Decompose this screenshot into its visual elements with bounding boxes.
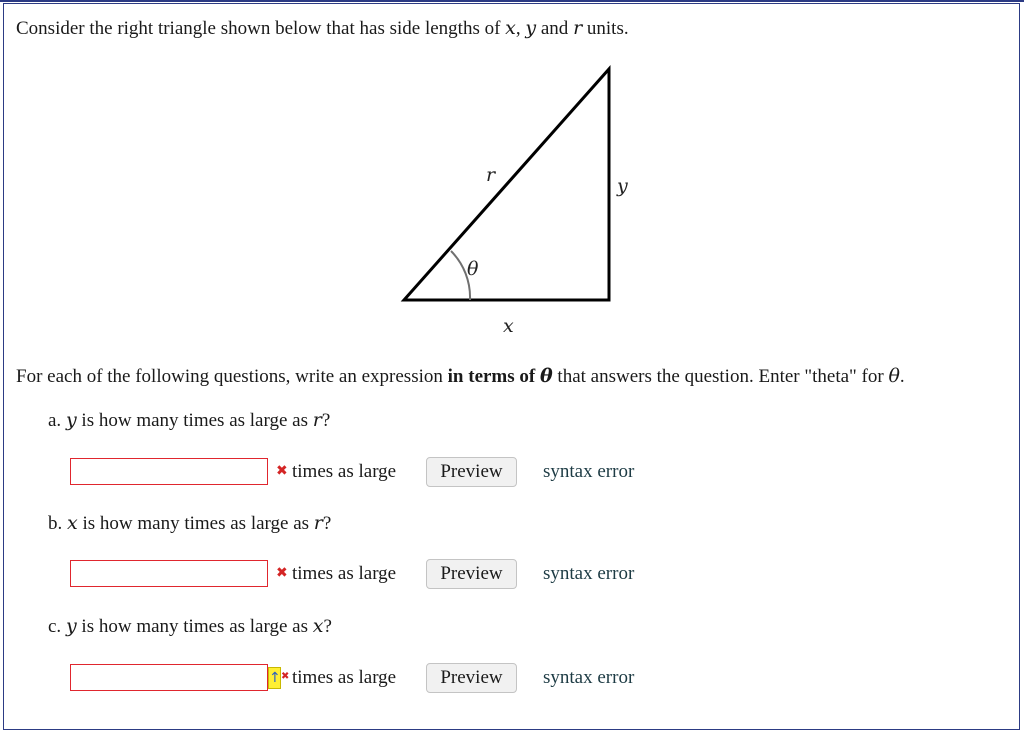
answer-input-c[interactable]	[70, 664, 268, 691]
status-a: syntax error	[543, 461, 635, 482]
intro-sep: ,	[515, 18, 526, 39]
instructions-bold-theta: θ	[539, 365, 553, 387]
answer-input-b[interactable]	[70, 560, 268, 587]
error-x-icon: ✖	[276, 463, 288, 479]
label-y: y	[617, 175, 628, 197]
question-end: ?	[322, 513, 332, 534]
question-c	[48, 614, 332, 639]
label-r: r	[486, 164, 496, 186]
instructions	[16, 364, 905, 389]
triangle-figure	[0, 0, 1024, 360]
instructions-text: For each of the following questions, write an expression	[16, 366, 448, 387]
label-theta: θ	[467, 258, 479, 280]
question-text: is how many times as large as	[76, 616, 313, 637]
instructions-theta: θ	[888, 365, 900, 387]
question-var: y	[65, 409, 77, 431]
preview-button-c[interactable]: Preview	[426, 663, 517, 693]
intro-sep: and	[536, 18, 574, 39]
unit-label-a: times as large	[292, 461, 397, 482]
question-a	[48, 408, 330, 433]
intro-var-x: x	[505, 17, 516, 39]
unit-label-b: times as large	[292, 563, 397, 584]
question-var: y	[65, 615, 77, 637]
question-var: r	[313, 512, 323, 534]
question-label: b.	[48, 513, 67, 534]
intro-var-r: r	[573, 17, 583, 39]
question-var: x	[67, 512, 78, 534]
instructions-text-mid: that answers the question. Enter "theta" for	[552, 366, 889, 387]
warning-arrow-icon: ↑	[268, 667, 281, 689]
question-var: x	[312, 615, 324, 637]
triangle-shape	[404, 69, 609, 300]
question-text: is how many times as large as	[77, 513, 314, 534]
intro-text-end: units.	[582, 18, 629, 39]
question-var: r	[312, 409, 322, 431]
intro-text: Consider the right triangle shown below that has side lengths of	[16, 18, 506, 39]
question-label: a.	[48, 410, 66, 431]
preview-button-a[interactable]: Preview	[426, 457, 517, 487]
label-x: x	[503, 315, 514, 337]
unit-label-c: times as large	[292, 667, 397, 688]
status-c: syntax error	[543, 667, 635, 688]
answer-input-a[interactable]	[70, 458, 268, 485]
instructions-end: .	[899, 366, 905, 387]
intro-var-y: y	[525, 17, 537, 39]
instructions-bold: in terms of	[447, 366, 540, 387]
status-b: syntax error	[543, 563, 635, 584]
preview-button-b[interactable]: Preview	[426, 559, 517, 589]
question-text: is how many times as large as	[76, 410, 313, 431]
error-x-icon: ✖	[281, 671, 290, 682]
question-end: ?	[321, 410, 331, 431]
question-end: ?	[323, 616, 332, 637]
question-b	[48, 511, 331, 536]
error-x-icon: ✖	[276, 565, 288, 581]
question-label: c.	[48, 616, 66, 637]
